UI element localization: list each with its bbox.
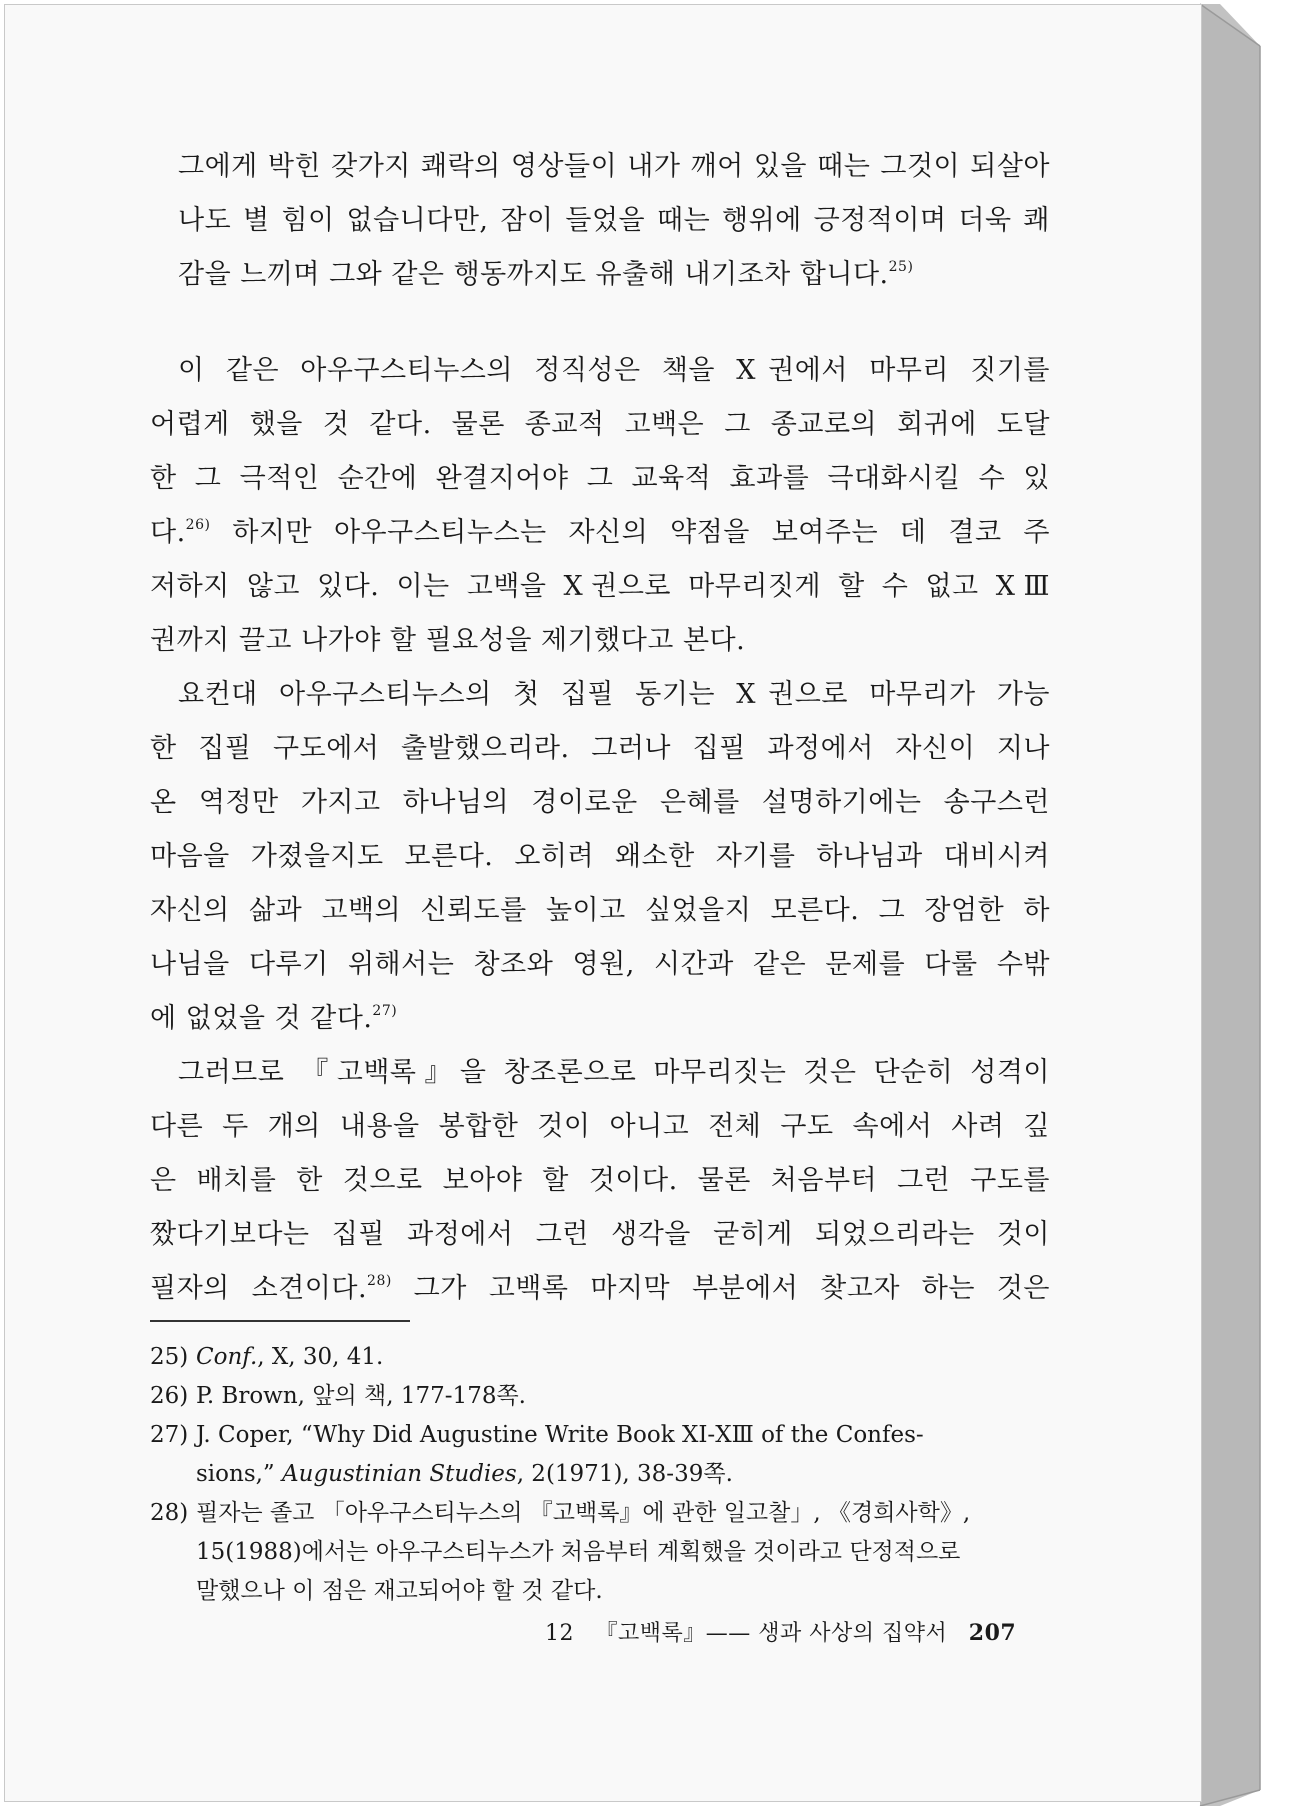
footnote-text: 필자는 졸고 「아우구스티누스의 『고백록』에 관한 일고찰」, 《경희사학》, [196, 1500, 971, 1526]
block-quote [178, 140, 1050, 302]
page-content [150, 140, 1050, 1611]
quote-line: 나도 별 힘이 없습니다만, 잠이 들었을 때는 행위에 긍정적이며 더욱 쾌 [178, 205, 1050, 236]
body-text: 에 없었을 것 같다. [150, 1003, 373, 1034]
footnote-number: 26) [150, 1383, 189, 1409]
body-line: 한 그 극적인 순간에 완결지어야 그 교육적 효과를 극대화시킬 수 있 [150, 463, 1050, 494]
chapter-title: 『고백록』—— 생과 사상의 집약서 [595, 1621, 948, 1646]
body-line: 저하지 않고 있다. 이는 고백을 Ⅹ권으로 마무리짓게 할 수 없고 ⅩⅢ [150, 571, 1050, 602]
body-text: 다. [150, 517, 186, 548]
footnote-divider [150, 1320, 410, 1322]
footnote-text: J. Coper, “Why Did Augustine Write Book ⅩⅠ-ⅩⅢ of the Confes- [196, 1422, 924, 1448]
body-line: 다른 두 개의 내용을 봉합한 것이 아니고 전체 구도 속에서 사려 깊 [150, 1111, 1050, 1142]
footnote-ref-28[interactable]: 28) [367, 1273, 392, 1289]
page-number: 207 [968, 1620, 1017, 1646]
footnote-text: P. Brown, 앞의 책, 177-178쪽. [196, 1383, 526, 1409]
body-line: 이 같은 아우구스티누스의 정직성은 책을 Ⅹ권에서 마무리 짓기를 [178, 355, 1050, 386]
footnotes [150, 1338, 1050, 1611]
paragraph-2 [150, 668, 1050, 1046]
footnote-28-cont: 15(1988)에서는 아우구스티누스가 처음부터 계획했을 것이라고 단정적으로 [196, 1539, 961, 1565]
footnote-28 [150, 1494, 1050, 1533]
body-line: 온 역정만 가지고 하나님의 경이로운 은혜를 설명하기에는 송구스런 [150, 787, 1050, 818]
footnote-text: , 2(1971), 38-39쪽. [516, 1461, 733, 1487]
footnote-27-cont [150, 1455, 1050, 1494]
footnote-26 [150, 1377, 1050, 1416]
running-footer [545, 1616, 1016, 1647]
body-line [150, 506, 1050, 560]
body-line: 은 배치를 한 것으로 보아야 할 것이다. 물론 처음부터 그런 구도를 [150, 1165, 1050, 1196]
paragraph-1 [150, 344, 1050, 668]
spacer [150, 302, 1050, 344]
body-line [150, 1262, 1050, 1316]
body-line: 짰다기보다는 집필 과정에서 그런 생각을 굳히게 되었으리라는 것이 [150, 1219, 1050, 1250]
footnote-text: sions,” [196, 1461, 283, 1487]
body-line: 마음을 가졌을지도 모른다. 오히려 왜소한 자기를 하나님과 대비시켜 [150, 841, 1050, 872]
paragraph-3 [150, 1046, 1050, 1316]
quote-line: 그에게 박힌 갖가지 쾌락의 영상들이 내가 깨어 있을 때는 그것이 되살아 [178, 151, 1050, 182]
footnote-ref-25[interactable]: 25) [888, 259, 914, 275]
chapter-number: 12 [545, 1621, 574, 1646]
quote-line-text: 감을 느끼며 그와 같은 행동까지도 유출해 내기조차 합니다. [178, 259, 889, 290]
body-line: 한 집필 구도에서 출발했으리라. 그러나 집필 과정에서 자신이 지나 [150, 733, 1050, 764]
body-line: 어렵게 했을 것 같다. 물론 종교적 고백은 그 종교로의 회귀에 도달 [150, 409, 1050, 440]
body-line: 나님을 다루기 위해서는 창조와 영원, 시간과 같은 문제를 다룰 수밖 [150, 949, 1050, 980]
body-line: 그러므로 『고백록』을 창조론으로 마무리짓는 것은 단순히 성격이 [178, 1057, 1050, 1088]
footnote-journal: Augustinian Studies [282, 1461, 517, 1487]
footnote-number: 27) [150, 1422, 189, 1448]
body-line: 자신의 삶과 고백의 신뢰도를 높이고 싶었을지 모른다. 그 장엄한 하 [150, 895, 1050, 926]
footnote-28-cont: 말했으나 이 점은 재고되어야 할 것 같다. [196, 1578, 603, 1604]
footnote-25 [150, 1338, 1050, 1377]
footnote-number: 25) [150, 1344, 189, 1370]
body-line: 권까지 끌고 나가야 할 필요성을 제기했다고 본다. [150, 625, 746, 656]
footnote-ref-26[interactable]: 26) [185, 517, 211, 533]
body-text: 하지만 아우구스티누스는 자신의 약점을 보여주는 데 결코 주 [210, 517, 1050, 548]
body-text: 그가 고백록 마지막 부분에서 찾고자 하는 것은 [391, 1273, 1050, 1304]
body-text: 필자의 소견이다. [150, 1273, 368, 1304]
footnote-ref-27[interactable]: 27) [372, 1003, 398, 1019]
footnote-title: Conf. [196, 1344, 258, 1370]
body-line: 요컨대 아우구스티누스의 첫 집필 동기는 Ⅹ권으로 마무리가 가능 [178, 679, 1050, 710]
quote-line [178, 248, 1050, 302]
footnote-text: , Ⅹ, 30, 41. [257, 1344, 384, 1370]
body-line [150, 992, 1050, 1046]
footnote-27 [150, 1416, 1050, 1455]
footnote-number: 28) [150, 1500, 189, 1526]
